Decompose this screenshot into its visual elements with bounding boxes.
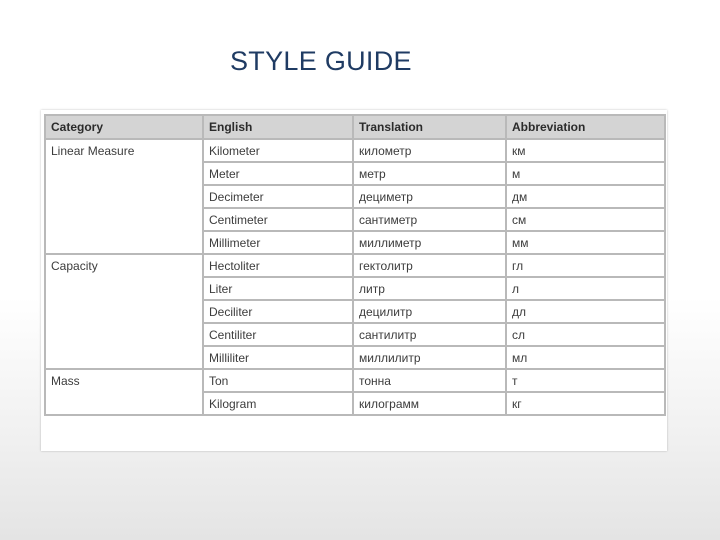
- translation-cell: миллиметр: [353, 231, 506, 254]
- translation-cell: метр: [353, 162, 506, 185]
- header-english: English: [203, 115, 353, 139]
- translation-cell: гектолитр: [353, 254, 506, 277]
- translation-cell: сантилитр: [353, 323, 506, 346]
- translation-cell: децилитр: [353, 300, 506, 323]
- category-cell: Capacity: [45, 254, 203, 369]
- slide-title: STYLE GUIDE: [230, 46, 412, 76]
- translation-cell: литр: [353, 277, 506, 300]
- header-category: Category: [45, 115, 203, 139]
- table-header-row: [45, 115, 665, 139]
- english-cell: Liter: [203, 277, 353, 300]
- english-cell: Milliliter: [203, 346, 353, 369]
- abbreviation-cell: дл: [506, 300, 665, 323]
- english-cell: Millimeter: [203, 231, 353, 254]
- abbreviation-cell: мл: [506, 346, 665, 369]
- english-cell: Ton: [203, 369, 353, 392]
- abbreviation-cell: см: [506, 208, 665, 231]
- translation-cell: сантиметр: [353, 208, 506, 231]
- category-cell: Mass: [45, 369, 203, 415]
- abbreviation-cell: сл: [506, 323, 665, 346]
- abbreviation-cell: т: [506, 369, 665, 392]
- abbreviation-cell: м: [506, 162, 665, 185]
- abbreviation-cell: л: [506, 277, 665, 300]
- translation-cell: дециметр: [353, 185, 506, 208]
- english-cell: Kilometer: [203, 139, 353, 162]
- header-abbreviation: Abbreviation: [506, 115, 665, 139]
- english-cell: Kilogram: [203, 392, 353, 415]
- header-translation: Translation: [353, 115, 506, 139]
- style-guide-table-frame: [41, 110, 667, 451]
- translation-cell: километр: [353, 139, 506, 162]
- abbreviation-cell: км: [506, 139, 665, 162]
- category-cell: Linear Measure: [45, 139, 203, 254]
- abbreviation-cell: кг: [506, 392, 665, 415]
- translation-cell: миллилитр: [353, 346, 506, 369]
- table-row: [45, 254, 665, 277]
- abbreviation-cell: мм: [506, 231, 665, 254]
- abbreviation-cell: дм: [506, 185, 665, 208]
- english-cell: Hectoliter: [203, 254, 353, 277]
- abbreviation-cell: гл: [506, 254, 665, 277]
- translation-cell: килограмм: [353, 392, 506, 415]
- english-cell: Centimeter: [203, 208, 353, 231]
- translation-cell: тонна: [353, 369, 506, 392]
- english-cell: Deciliter: [203, 300, 353, 323]
- table-row: [45, 369, 665, 392]
- style-guide-table: [44, 114, 666, 416]
- table-row: [45, 139, 665, 162]
- english-cell: Centiliter: [203, 323, 353, 346]
- english-cell: Meter: [203, 162, 353, 185]
- english-cell: Decimeter: [203, 185, 353, 208]
